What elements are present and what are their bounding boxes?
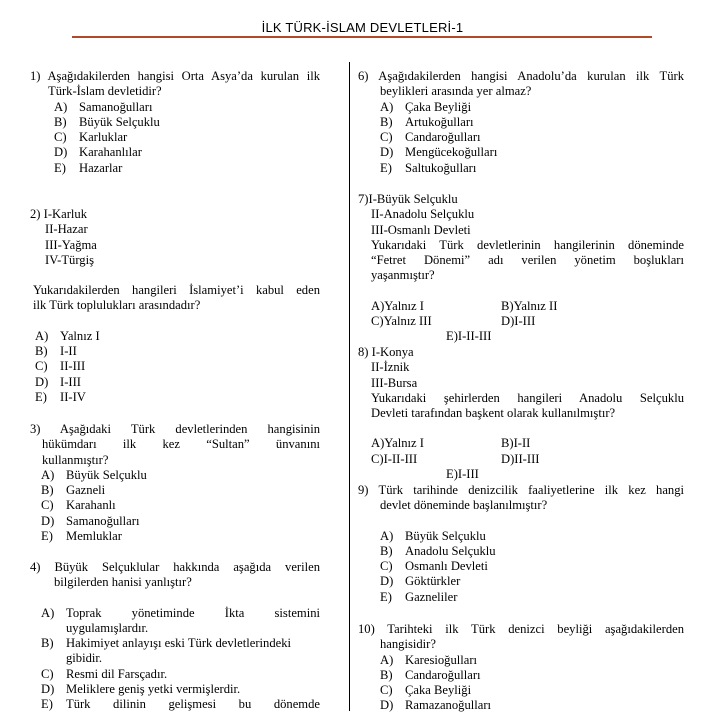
column-divider — [349, 62, 350, 711]
option-b[interactable]: B) Gazneli — [41, 483, 106, 498]
option-d[interactable]: D) Meliklere geniş yetki vermişlerdir. — [41, 682, 241, 697]
option-c[interactable]: C) Resmi dil Farsçadır. — [41, 666, 168, 681]
option-e[interactable]: E) Türk dilinin gelişmesi bu dönemde — [41, 697, 320, 712]
option-b[interactable]: B)Yalnız II — [501, 298, 558, 313]
option-b[interactable]: B) I-II — [35, 344, 77, 359]
option-e[interactable]: E)I-II-III — [446, 329, 492, 344]
question-items: 2) I-Karluk II-Hazar III-Yağma IV-Türgiş — [30, 207, 97, 267]
option-d[interactable]: D) Mengücekoğulları — [380, 145, 498, 160]
option-c[interactable]: C)I-II-III — [371, 451, 418, 466]
option-c[interactable]: C) Candaroğulları — [380, 130, 481, 145]
question-stem: 4) Büyük Selçuklular hakkında aşağıda verilen bilgilerden hanisi yanlıştır? — [30, 560, 320, 590]
option-a[interactable]: A)Yalnız I — [371, 298, 424, 313]
option-d[interactable]: D)II-III — [501, 451, 540, 466]
option-e[interactable]: E) II-IV — [35, 389, 86, 404]
question-9 — [358, 483, 684, 605]
option-e[interactable]: E) Saltukoğulları — [380, 160, 477, 175]
question-7 — [358, 192, 684, 345]
question-8 — [358, 345, 684, 482]
option-b[interactable]: B) Artukoğulları — [380, 114, 474, 129]
option-c[interactable]: C)Yalnız III — [371, 314, 432, 329]
option-b[interactable]: B) Büyük Selçuklu — [54, 114, 160, 129]
question-stem: Yukarıdaki şehirlerden hangileri Anadolu Selçuklu Devleti tarafından başkent olarak kullanılmıştır? — [371, 390, 684, 421]
option-a[interactable]: A) Toprak yönetiminde İkta sistemini uygulamışlardır. — [41, 605, 320, 635]
question-stem: 6) Aşağıdakilerden hangisi Anadolu’da kurulan ilk Türk beylikleri arasında yer almaz? — [358, 69, 684, 99]
option-c[interactable]: C) Karahanlı — [41, 498, 116, 513]
option-a[interactable]: A) Büyük Selçuklu — [41, 467, 147, 482]
option-b[interactable]: B) Anadolu Selçuklu — [380, 543, 496, 558]
question-number: 1) — [30, 69, 41, 83]
option-c[interactable]: C) Çaka Beyliği — [380, 683, 472, 698]
option-d[interactable]: D) Ramazanoğulları — [380, 698, 492, 713]
option-e[interactable]: E) Memluklar — [41, 529, 122, 544]
option-a[interactable]: A) Büyük Selçuklu — [380, 528, 486, 543]
option-e[interactable]: E) Gazneliler — [380, 589, 458, 604]
option-b[interactable]: B) Candaroğulları — [380, 667, 481, 682]
question-10 — [358, 622, 684, 714]
question-1 — [30, 69, 320, 176]
option-a[interactable]: A) Yalnız I — [35, 328, 100, 343]
option-e[interactable]: E) Hazarlar — [54, 160, 123, 175]
question-3 — [30, 422, 320, 544]
option-c[interactable]: C) Osmanlı Devleti — [380, 559, 488, 574]
question-4 — [30, 560, 320, 713]
question-stem: 9) Türk tarihinde denizcilik faaliyetlerine ilk kez hangi devlet döneminde başlanılmıştır? — [358, 483, 685, 513]
option-e[interactable]: E)I-III — [446, 467, 479, 482]
option-b[interactable]: B) Hakimiyet anlayışı eski Türk devletlerindeki gibidir. — [41, 636, 291, 666]
option-c[interactable]: C) Karluklar — [54, 130, 128, 145]
question-stem: 1) Aşağıdakilerden hangisi Orta Asya’da kurulan ilk Türk-İslam devletidir? — [30, 69, 320, 99]
question-stem: Yukarıdakilerden hangileri İslamiyet’i kabul eden ilk Türk toplulukları arasındadır? — [33, 283, 320, 313]
option-d[interactable]: D) Göktürkler — [380, 574, 461, 589]
option-a[interactable]: A) Karesioğulları — [380, 652, 478, 667]
question-2 — [30, 207, 320, 405]
option-d[interactable]: D) I-III — [35, 374, 81, 389]
option-d[interactable]: D) Samanoğulları — [41, 513, 140, 528]
option-c[interactable]: C) II-III — [35, 359, 86, 374]
title-underline — [72, 36, 652, 38]
option-a[interactable]: A) Çaka Beyliği — [380, 99, 472, 114]
question-6 — [358, 69, 684, 176]
question-stem: 10) Tarihteki ilk Türk denizci beyliği aşağıdakilerden hangisidir? — [358, 622, 684, 652]
option-a[interactable]: A) Samanoğulları — [54, 99, 153, 114]
option-b[interactable]: B)I-II — [501, 436, 531, 451]
question-stem: Yukarıdaki Türk devletlerinin hangilerinin döneminde “Fetret Dönemi” adı verilen yönetim boşlukları yaşanmıştır? — [371, 237, 684, 283]
question-stem: 3) Aşağıdaki Türk devletlerinden hangisinin hükümdarı ilk kez “Sultan” ünvanını kullanmıştır? — [30, 422, 320, 467]
option-a[interactable]: A)Yalnız I — [371, 436, 424, 451]
page-title: İLK TÜRK-İSLAM DEVLETLERİ-1 — [261, 20, 464, 35]
option-d[interactable]: D)I-III — [501, 314, 536, 329]
option-d[interactable]: D) Karahanlılar — [54, 145, 142, 160]
question-items: 8) I-Konya II-İznik III-Bursa — [358, 345, 418, 390]
question-items: 7)I-Büyük Selçuklu II-Anadolu Selçuklu III-Osmanlı Devleti — [358, 192, 475, 237]
